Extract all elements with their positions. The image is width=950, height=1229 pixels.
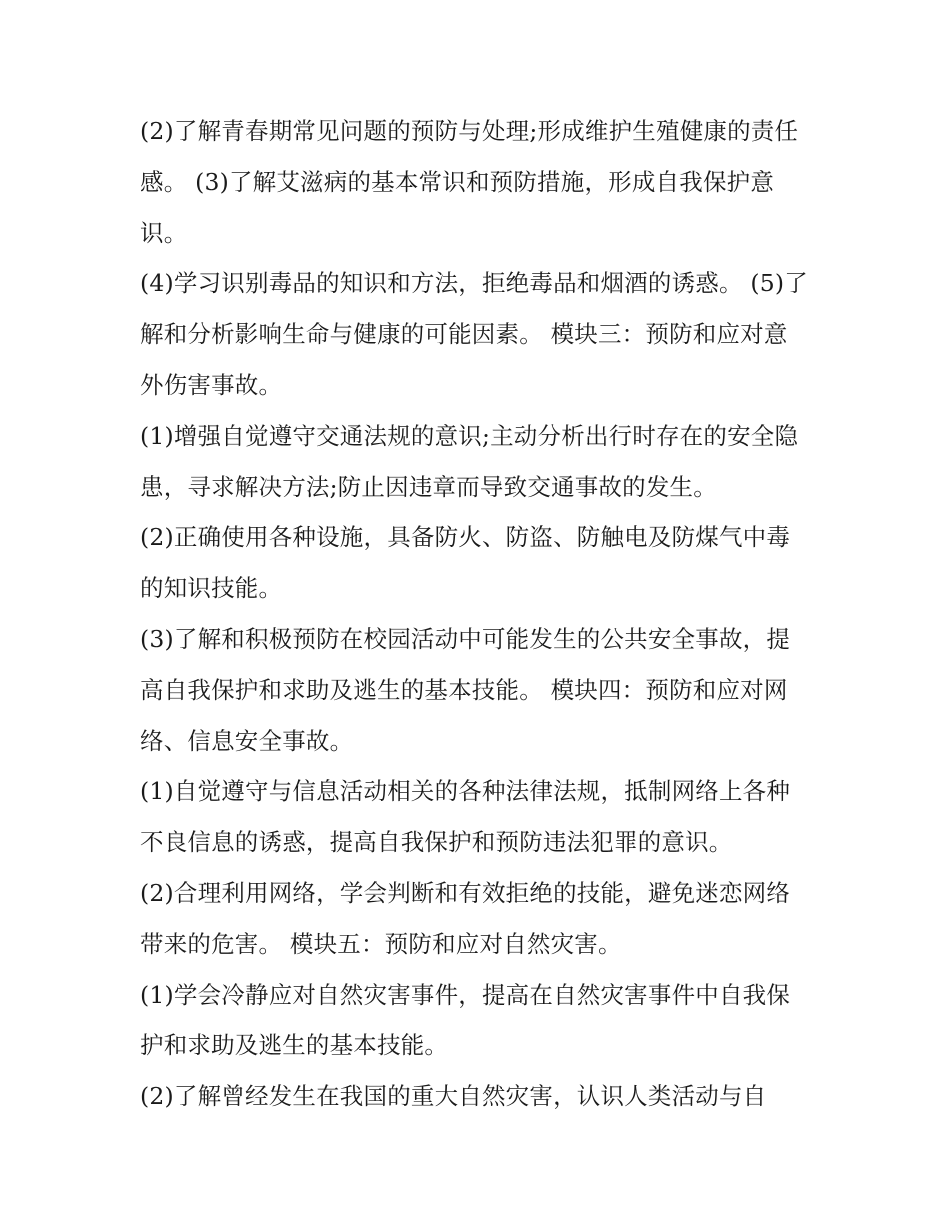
paragraph-9: (2)了解曾经发生在我国的重大自然灾害，认识人类活动与自	[140, 1082, 767, 1111]
paragraph-7: (2)合理利用网络，学会判断和有效拒绝的技能，避免迷恋网络带来的危害。 模块五：预防和应对自然灾害。	[140, 878, 791, 958]
document-body	[140, 106, 808, 1122]
paragraph-2: (4)学习识别毒品的知识和方法，拒绝毒品和烟酒的诱惑。 (5)了解和分析影响生命与健康的可能因素。 模块三：预防和应对意外伤害事故。	[140, 269, 808, 399]
paragraph-1: (2)了解青春期常见问题的预防与处理;形成维护生殖健康的责任感。 (3)了解艾滋病的基本常识和预防措施，形成自我保护意识。	[140, 117, 799, 247]
paragraph-4: (2)正确使用各种设施，具备防火、防盗、防触电及防煤气中毒的知识技能。	[140, 523, 791, 603]
paragraph-6: (1)自觉遵守与信息活动相关的各种法律法规，抵制网络上各种不良信息的诱惑，提高自我保护和预防违法犯罪的意识。	[140, 777, 791, 857]
paragraph-3: (1)增强自觉遵守交通法规的意识;主动分析出行时存在的安全隐患，寻求解决方法;防止因违章而导致交通事故的发生。	[140, 421, 799, 501]
paragraph-5: (3)了解和积极预防在校园活动中可能发生的公共安全事故，提高自我保护和求助及逃生的基本技能。 模块四：预防和应对网络、信息安全事故。	[140, 624, 791, 755]
paragraph-8: (1)学会冷静应对自然灾害事件，提高在自然灾害事件中自我保护和求助及逃生的基本技能。	[140, 980, 791, 1060]
